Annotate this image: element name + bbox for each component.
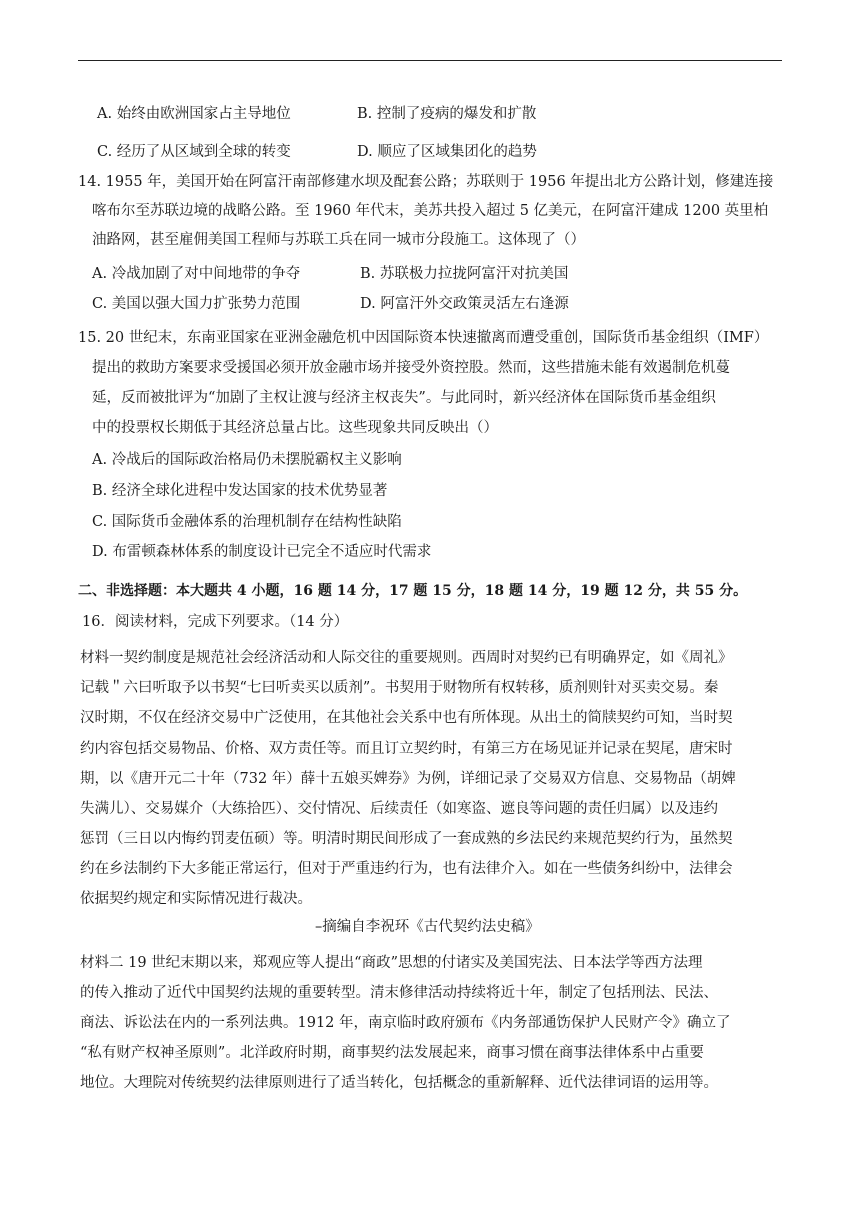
material-1-line-1: 材料一契约制度是规范社会经济活动和人际交往的重要规则。西周时对契约已有明确界定，如《周礼》 — [80, 650, 733, 666]
q15-option-d: D. 布雷顿森林体系的制度设计已完全不适应时代需求 — [92, 544, 432, 560]
material-1-line-3: 汉时期，不仅在经济交易中广泛使用，在其他社会关系中也有所体现。从出土的简牍契约可知，当时契 — [80, 710, 733, 726]
material-1-line-2: 记载＂六曰听取予以书契“七曰听卖买以质剂”。书契用于财物所有权转移，质剂则针对买卖交易。秦 — [80, 680, 719, 696]
material-2-line-4: “私有财产权神圣原则”。北洋政府时期，商事契约法发展起来，商事习惯在商事法律体系中占重要 — [80, 1045, 704, 1061]
material-2-line-3: 商法、诉讼法在内的一系列法典。1912 年，南京临时政府颁布《内务部通饬保护人民财产令》确立了 — [80, 1015, 731, 1031]
q15-stem-line-3: 延，反而被批评为“加剧了主权让渡与经济主权丧失”。与此同时，新兴经济体在国际货币基金组织 — [92, 390, 716, 406]
q13-option-b: B. 控制了疫病的爆发和扩散 — [357, 106, 537, 122]
header-rule — [78, 60, 782, 61]
q15-option-a: A. 冷战后的国际政治格局仍未摆脱霸权主义影响 — [92, 452, 402, 468]
q14-stem-line-3: 油路网，甚至雇佣美国工程师与苏联工兵在同一城市分段施工。这体现了（） — [92, 232, 585, 248]
q14-option-d: D. 阿富汗外交政策灵活左右逢源 — [360, 296, 569, 312]
q14-option-b: B. 苏联极力拉拢阿富汗对抗美国 — [360, 266, 569, 282]
material-1-line-6: 失满儿）、交易媒介（大练拾匹）、交付情况、后续责任（如寒盗、遮良等问题的责任归属）以及违约 — [80, 801, 718, 817]
material-1-source: –摘编自李祝环《古代契约法史稿》 — [315, 919, 540, 935]
material-1-line-7: 惩罚（三日以内悔约罚麦伍硕）等。明清时期民间形成了一套成熟的乡法民约来规范契约行为，虽然契 — [80, 831, 733, 847]
q15-stem-line-1: 15. 20 世纪末，东南亚国家在亚洲金融危机中因国际资本快速撤离而遭受重创，国际货币基金组织（IMF） — [78, 330, 769, 346]
material-2-line-1: 材料二 19 世纪末期以来，郑观应等人提出“商政”思想的付诸实及美国宪法、日本法学等西方法理 — [80, 955, 703, 971]
q14-stem-line-2: 喀布尔至苏联边境的战略公路。至 1960 年代末，美苏共投入超过 5 亿美元，在阿富汗建成 1200 英里柏 — [92, 203, 769, 219]
material-1-line-5: 期，以《唐开元二十年（732 年）薛十五娘买婢券》为例，详细记录了交易双方信息、交易物品（胡婢 — [80, 771, 736, 787]
q15-option-b: B. 经济全球化进程中发达国家的技术优势显著 — [92, 483, 388, 499]
q14-option-c: C. 美国以强大国力扩张势力范围 — [92, 296, 301, 312]
q16-intro: 16．阅读材料，完成下列要求。（14 分） — [82, 614, 349, 630]
q15-stem-line-2: 提出的救助方案要求受援国必须开放金融市场并接受外资控股。然而，这些措施未能有效遏制危机蔓 — [92, 360, 730, 376]
material-1-line-4: 约内容包括交易物品、价格、双方责任等。而且订立契约时，有第三方在场见证并记录在契尾，唐宋时 — [80, 741, 733, 757]
q13-option-c: C. 经历了从区域到全球的转变 — [97, 144, 291, 160]
q15-stem-line-4: 中的投票权长期低于其经济总量占比。这些现象共同反映出（） — [92, 420, 498, 436]
material-1-line-8: 约在乡法制约下大多能正常运行，但对于严重违约行为，也有法律介入。如在一些债务纠纷中，法律会 — [80, 861, 733, 877]
q13-option-d: D. 顺应了区域集团化的趋势 — [357, 144, 537, 160]
q14-stem-line-1: 14. 1955 年，美国开始在阿富汗南部修建水坝及配套公路；苏联则于 1956 年提出北方公路计划，修建连接 — [78, 174, 774, 190]
section-2-heading: 二、非选择题：本大题共 4 小题，16 题 14 分，17 题 15 分，18 题 14 分，19 题 12 分，共 55 分。 — [78, 583, 748, 599]
material-2-line-5: 地位。大理院对传统契约法律原则进行了适当转化，包括概念的重新解释、近代法律词语的运用等。 — [80, 1075, 718, 1091]
material-1-line-9: 依据契约规定和实际情况进行裁决。 — [80, 891, 312, 907]
material-2-line-2: 的传入推动了近代中国契约法规的重要转型。清末修律活动持续将近十年，制定了包括刑法、民法、 — [80, 985, 718, 1001]
q15-option-c: C. 国际货币金融体系的治理机制存在结构性缺陷 — [92, 514, 402, 530]
q14-option-a: A. 冷战加剧了对中间地带的争夺 — [92, 266, 301, 282]
q13-option-a: A. 始终由欧洲国家占主导地位 — [97, 106, 291, 122]
